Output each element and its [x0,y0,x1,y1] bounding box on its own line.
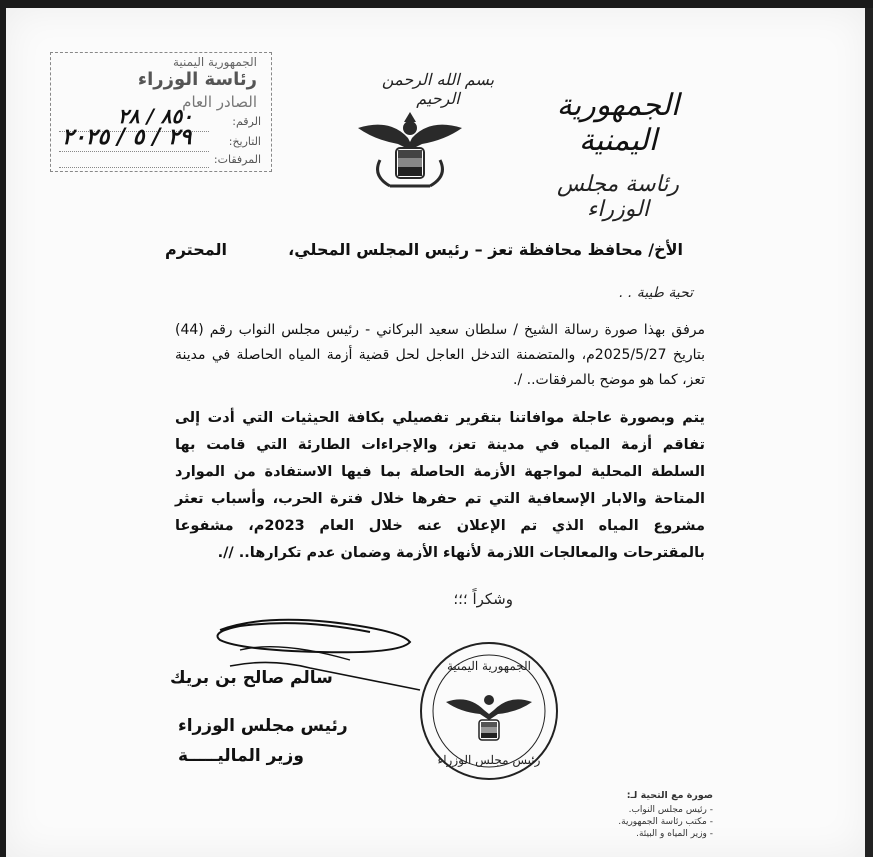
ref-date-label: التاريخ: [228,135,261,148]
body-paragraph-1: مرفق بهذا صورة رسالة الشيخ / سلطان سعيد البركاني - رئيس مجلس النواب رقم (44) بتاريخ 2025/5/27م، والمتضمنة التدخل العاجل لحل قضية أزمة المياه الحاصلة في مدينة تعز، كما هو موضح بالمرفقات.. /. [175,322,706,388]
ref-attachments-label: المرفقات: [213,153,261,166]
ref-box-republic: الجمهورية اليمنية [172,55,257,69]
ref-box-office: رئاسة الوزراء [137,69,257,90]
yemen-eagle-emblem [350,98,470,194]
letterhead [523,88,713,222]
signatory-title-finance: وزير الماليـــــة [178,746,304,766]
cc-item: - رئيس مجلس النواب. [628,805,713,815]
ref-number-handwritten: ٨٥٠ / ٢٨ [118,104,193,128]
ref-box-subtitle: الصادر العام [182,93,257,111]
addressee-respected: المحترم [165,240,227,259]
seal-top-text: الجمهورية اليمنية [446,659,532,673]
ref-number-label: الرقم: [232,115,261,128]
republic-name: الجمهورية اليمنية [556,88,680,158]
addressee: الأخ/ محافظ محافظة تعز – رئيس المجلس المحلي، [288,240,683,259]
body-paragraph-2: يتم وبصورة عاجلة موافاتنا بتقرير تفصيلي بكافة الحيثيات التي أدت إلى تفاقم أزمة المياه في مدينة تعز، والإجراءات الطارئة التي قامت بها السلطة المحلية لمواجهة الأزمة الحاصلة بما فيها الاستفادة من الموارد المتاحة والابار الإسعافية التي تم حفرها خلال فترة الحرب، وأسباب تعثر مشروع المياه الذي تم الإعلان عنه خلال العام 2023م، مشفوعا بالمقترحات والمعالجات اللازمة لأنهاء الأزمة وضمان عدم تكرارها.. //. [175,410,705,561]
ref-attachments-line [59,167,209,168]
scan-edge [865,8,873,857]
cc-item: - مكتب رئاسة الجمهورية. [618,817,713,827]
signatory-name: سالم صالح بن بريك [170,668,333,688]
seal-bottom-text: رئيس مجلس الوزراء [437,753,541,767]
handwritten-signature [200,610,430,710]
cc-heading: صورة مع التحية لـ: [626,790,713,801]
cc-item: - وزير المياه و البيئة. [636,829,713,839]
greeting: تحية طيبة . . [618,285,693,301]
presidency-name: رئاسة مجلس الوزراء [557,172,679,222]
basmala: بسم الله الرحمن الرحيم [381,70,495,108]
ref-date-line [59,151,209,152]
official-seal [418,640,560,782]
ref-date-handwritten: ٢٩ / ٥ / ٢٠٢٥ [62,124,192,150]
closing: وشكراً ؛؛؛ [453,590,513,608]
cc-block [573,790,713,841]
signatory-title-pm: رئيس مجلس الوزراء [178,716,348,736]
